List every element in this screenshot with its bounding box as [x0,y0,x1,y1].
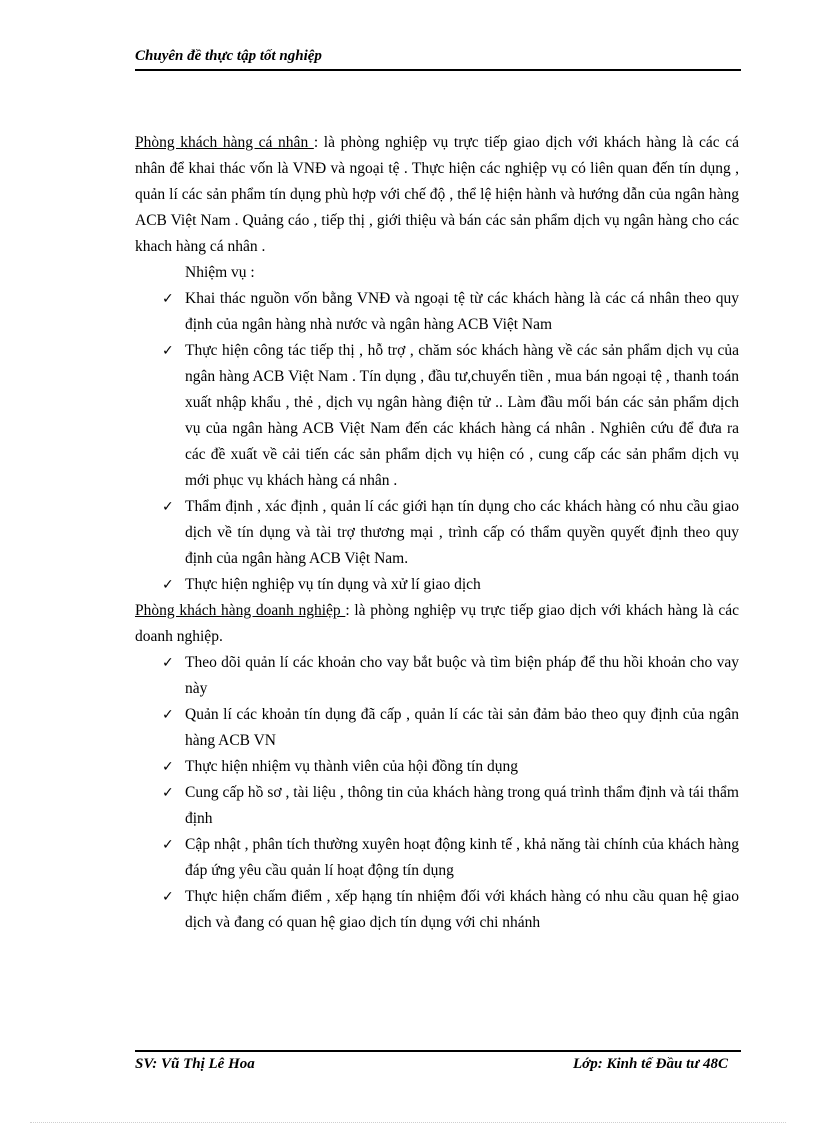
checkmark-icon: ✓ [162,759,174,775]
footer-student-name: SV: Vũ Thị Lê Hoa [135,1056,255,1072]
section-business-intro [135,598,739,650]
checkmark-icon: ✓ [162,499,174,515]
footer-divider [135,1050,741,1052]
page-header-title: Chuyên đề thực tập tốt nghiệp [135,48,322,64]
list-item [135,286,739,338]
checkmark-icon: ✓ [162,343,174,359]
list-item [135,572,739,598]
checkmark-icon: ✓ [162,577,174,593]
checkmark-icon: ✓ [162,785,174,801]
section-personal-intro [135,130,739,260]
list-item-text: Cập nhật , phân tích thường xuyên hoạt động kinh tế , khả năng tài chính của khách hàng đáp ứng yêu cầu quản lí hoạt động tín dụng [185,836,739,879]
section-personal-heading: Phòng khách hàng cá nhân [135,134,314,151]
list-item-text: Quản lí các khoản tín dụng đã cấp , quản lí các tài sản đảm bảo theo quy định của ngân hàng ACB VN [185,706,739,749]
list-item-text: Thực hiện chấm điểm , xếp hạng tín nhiệm đối với khách hàng có nhu cầu quan hệ giao dịch và đang có quan hệ giao dịch tín dụng với chi nhánh [185,888,739,931]
list-item [135,754,739,780]
section-business-heading: Phòng khách hàng doanh nghiệp [135,602,346,619]
checkmark-icon: ✓ [162,837,174,853]
section-business-intro-text: : là phòng nghiệp vụ trực tiếp giao dịch với khách hàng là các doanh nghiệp. [135,602,739,645]
header-divider [135,69,741,71]
checkmark-icon: ✓ [162,291,174,307]
list-item-text: Thực hiện nghiệp vụ tín dụng và xử lí giao dịch [185,576,481,593]
list-item-text: Theo dõi quản lí các khoản cho vay bắt buộc và tìm biện pháp để thu hồi khoản cho vay này [185,654,739,697]
section-personal-task-list [135,286,739,598]
list-item-text: Khai thác nguồn vốn bằng VNĐ và ngoại tệ từ các khách hàng là các cá nhân theo quy định của ngân hàng nhà nước và ngân hàng ACB Việt Nam [185,290,739,333]
list-item-text: Thẩm định , xác định , quản lí các giới hạn tín dụng cho các khách hàng có nhu cầu giao dịch về tín dụng và tài trợ thương mại , trình cấp có thẩm quyền quyết định theo quy định của ngân hàng ACB Việt Nam. [185,498,739,567]
list-item-text: Thực hiện công tác tiếp thị , hỗ trợ , chăm sóc khách hàng về các sản phẩm dịch vụ của ngân hàng ACB Việt Nam . Tín dụng , đầu tư,chuyển tiền , mua bán ngoại tệ , thanh toán xuất nhập khẩu , thẻ , dịch vụ ngân hàng điện tử .. Làm đầu mối bán các sản phẩm dịch vụ của ngân hàng ACB Việt Nam đến các khách hàng cá nhân . Nghiên cứu để đưa ra các đề xuất về cải tiến các sản phẩm dịch vụ hiện có , cung cấp các sản phẩm dịch vụ mới phục vụ khách hàng cá nhân . [185,342,739,489]
list-item [135,494,739,572]
tasks-label: Nhiệm vụ : [185,264,255,281]
list-item [135,884,739,936]
list-item [135,780,739,832]
section-personal-intro-text: : là phòng nghiệp vụ trực tiếp giao dịch với khách hàng là các cá nhân để khai thác vốn là VNĐ và ngoại tệ . Thực hiện các nghiệp vụ có liên quan đến tín dụng , quản lí các sản phẩm tín dụng phù hợp với chế độ , thể lệ hiện hành và hướng dẫn của ngân hàng ACB Việt Nam . Quảng cáo , tiếp thị , giới thiệu và bán các sản phẩm dịch vụ ngân hàng cho các khach hàng cá nhân . [135,134,739,255]
checkmark-icon: ✓ [162,707,174,723]
checkmark-icon: ✓ [162,655,174,671]
list-item-text: Cung cấp hồ sơ , tài liệu , thông tin của khách hàng trong quá trình thẩm định và tái thẩm định [185,784,739,827]
list-item [135,650,739,702]
checkmark-icon: ✓ [162,889,174,905]
list-item-text: Thực hiện nhiệm vụ thành viên của hội đồng tín dụng [185,758,518,775]
footer-class-name: Lớp: Kinh tế Đầu tư 48C [573,1056,728,1072]
list-item [135,832,739,884]
list-item [135,702,739,754]
document-body [135,130,739,936]
section-business-task-list [135,650,739,936]
list-item [135,338,739,494]
